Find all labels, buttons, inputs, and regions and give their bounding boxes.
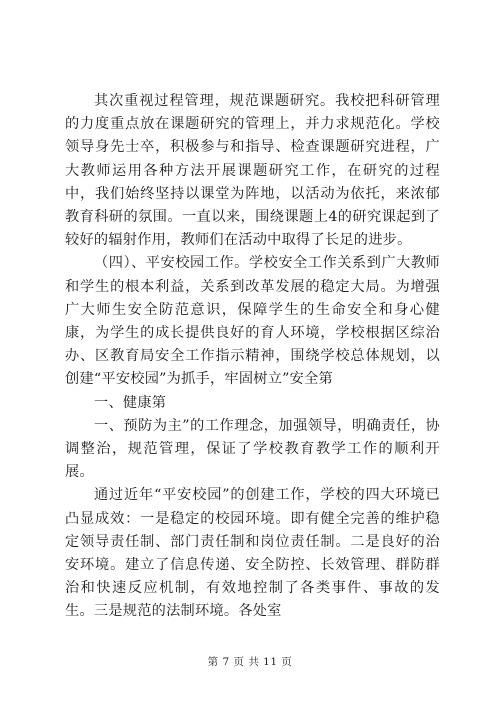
document-body xyxy=(65,90,440,624)
paragraph-health-first: 一、健康第 xyxy=(94,394,167,411)
page-number-footer: 第 7 页 共 11 页 xyxy=(207,656,293,668)
paragraph-four-environments: 通过近年“平安校园”的创建工作，学校的四大环境已凸显成效：一是稳定的校园环境。即有健全完善的维护稳定领导责任制、部门责任制和岗位责任制。二是良好的治安环境。建立了信息传递、安全防控、长效管理、群防群治和快速反应机制，有效地控制了各类事件、事故的发生。三是规范的法制环境。各处室 xyxy=(65,487,440,620)
paragraph-safe-campus: （四）、平安校园工作。学校安全工作关系到广大教师和学生的根本利益，关系到改革发展的稳定大局。为增强广大师生安全防范意识，保障学生的生命安全和身心健康，为学生的成长提供良好的育人环境，学校根据区综治办、区教育局安全工作指示精神，围绕学校总体规划，以创建“平安校园”为抓手，牢固树立”安全第 xyxy=(65,255,440,388)
paragraph-research-management: 其次重视过程管理，规范课题研究。我校把科研管理的力度重点放在课题研究的管理上，并力求规范化。学校领导身先士卒，积极参与和指导、检查课题研究进程，广大教师运用各种方法开展课题研究工作，在研究的过程中，我们始终坚持以课堂为阵地，以活动为依托，来浓郁教育科研的氛围。一直以来，围绕课题上4的研究课起到了较好的辐射作用，教师们在活动中取得了长足的进步。 xyxy=(65,93,440,249)
paragraph-prevention: 一、预防为主”的工作理念，加强领导，明确责任，协调整治，规范管理，保证了学校教育教学工作的顺利开展。 xyxy=(65,417,440,481)
